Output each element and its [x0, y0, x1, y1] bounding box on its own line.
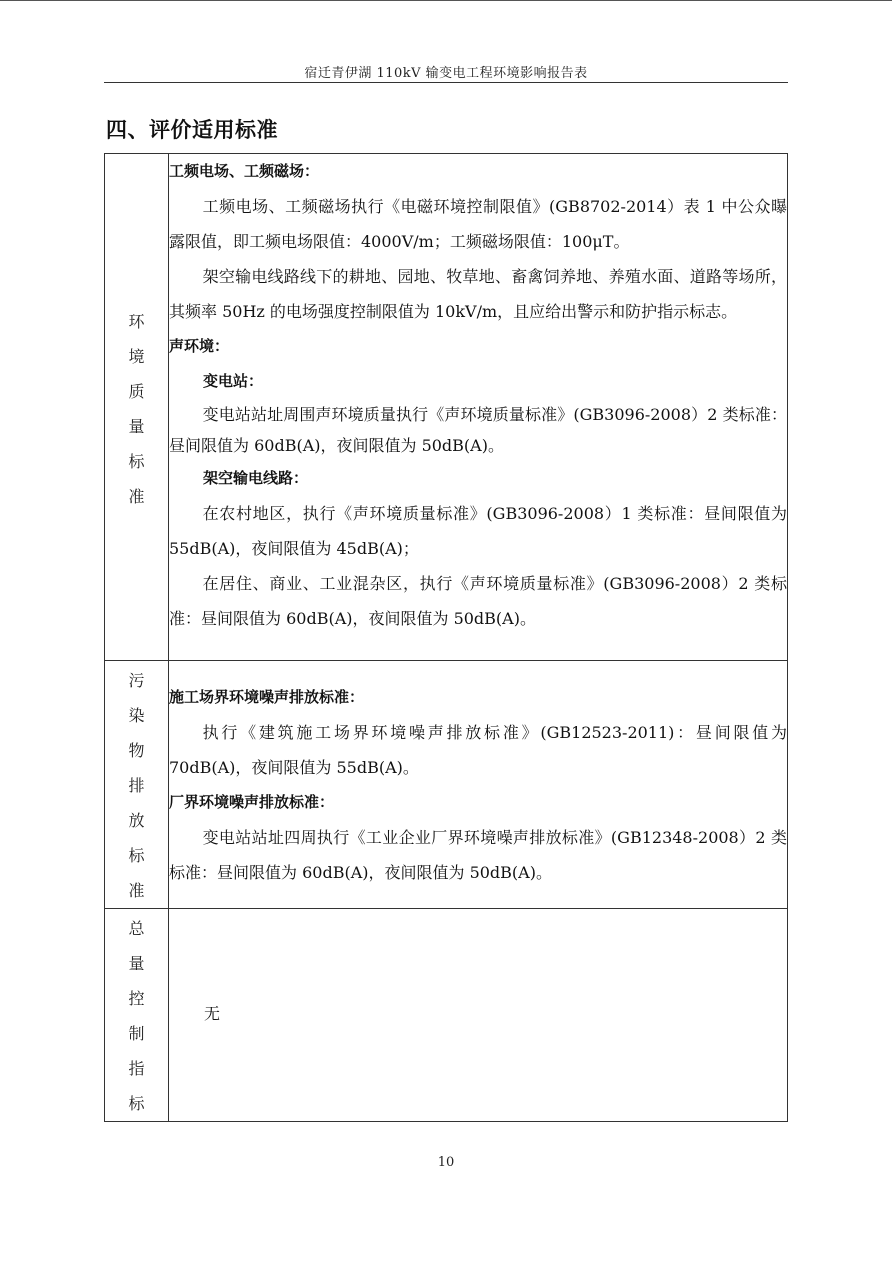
paragraph: 变电站站址周围声环境质量执行《声环境质量标准》(GB3096-2008）2 类标准：昼间限值为 60dB(A)，夜间限值为 50dB(A)。 — [169, 405, 787, 455]
category-label: 环境质量标准 — [128, 312, 145, 506]
heading-overhead-line: 架空输电线路： — [203, 469, 309, 487]
category-cell — [105, 154, 169, 661]
heading-boundary-noise: 厂界环境噪声排放标准： — [169, 793, 335, 811]
standards-table — [104, 153, 788, 1122]
top-border-line — [0, 0, 892, 1]
content-cell — [169, 661, 788, 909]
category-cell — [105, 661, 169, 909]
heading-sound-environment: 声环境： — [169, 337, 230, 355]
row-emission — [105, 661, 788, 909]
paragraph: 在居住、商业、工业混杂区，执行《声环境质量标准》(GB3096-2008）2 类标准：昼间限值为 60dB(A)，夜间限值为 50dB(A)。 — [169, 574, 787, 628]
page-number: 10 — [437, 1155, 455, 1170]
heading-construction-noise: 施工场界环境噪声排放标准： — [169, 688, 365, 706]
report-header: 宿迁青伊湖 110kV 输变电工程环境影响报告表 — [304, 66, 588, 81]
paragraph: 架空输电线路线下的耕地、园地、牧草地、畜禽饲养地、养殖水面、道路等场所，其频率 50Hz 的电场强度控制限值为 10kV/m，且应给出警示和防护指示标志。 — [169, 267, 787, 321]
header-divider — [104, 82, 788, 83]
paragraph: 在农村地区，执行《声环境质量标准》(GB3096-2008）1 类标准：昼间限值为 55dB(A)，夜间限值为 45dB(A)； — [169, 504, 787, 558]
category-label: 污染物排放标准 — [128, 671, 145, 900]
content-cell — [169, 154, 788, 661]
category-label: 总量控制指标 — [128, 919, 145, 1113]
row-total-control — [105, 909, 788, 1122]
category-cell — [105, 909, 169, 1122]
row-env-quality — [105, 154, 788, 661]
paragraph: 执行《建筑施工场界环境噪声排放标准》(GB12523-2011)：昼间限值为 70dB(A)，夜间限值为 55dB(A)。 — [169, 723, 787, 777]
content-cell — [169, 909, 788, 1122]
paragraph: 变电站站址四周执行《工业企业厂界环境噪声排放标准》(GB12348-2008）2 类标准：昼间限值为 60dB(A)，夜间限值为 50dB(A)。 — [169, 828, 787, 882]
heading-substation: 变电站： — [203, 372, 264, 390]
total-control-value: 无 — [204, 1004, 221, 1023]
heading-power-frequency: 工频电场、工频磁场： — [169, 162, 320, 180]
section-title: 四、评价适用标准 — [106, 118, 278, 142]
paragraph: 工频电场、工频磁场执行《电磁环境控制限值》(GB8702-2014）表 1 中公众曝露限值，即工频电场限值：4000V/m；工频磁场限值：100μT。 — [169, 197, 787, 251]
